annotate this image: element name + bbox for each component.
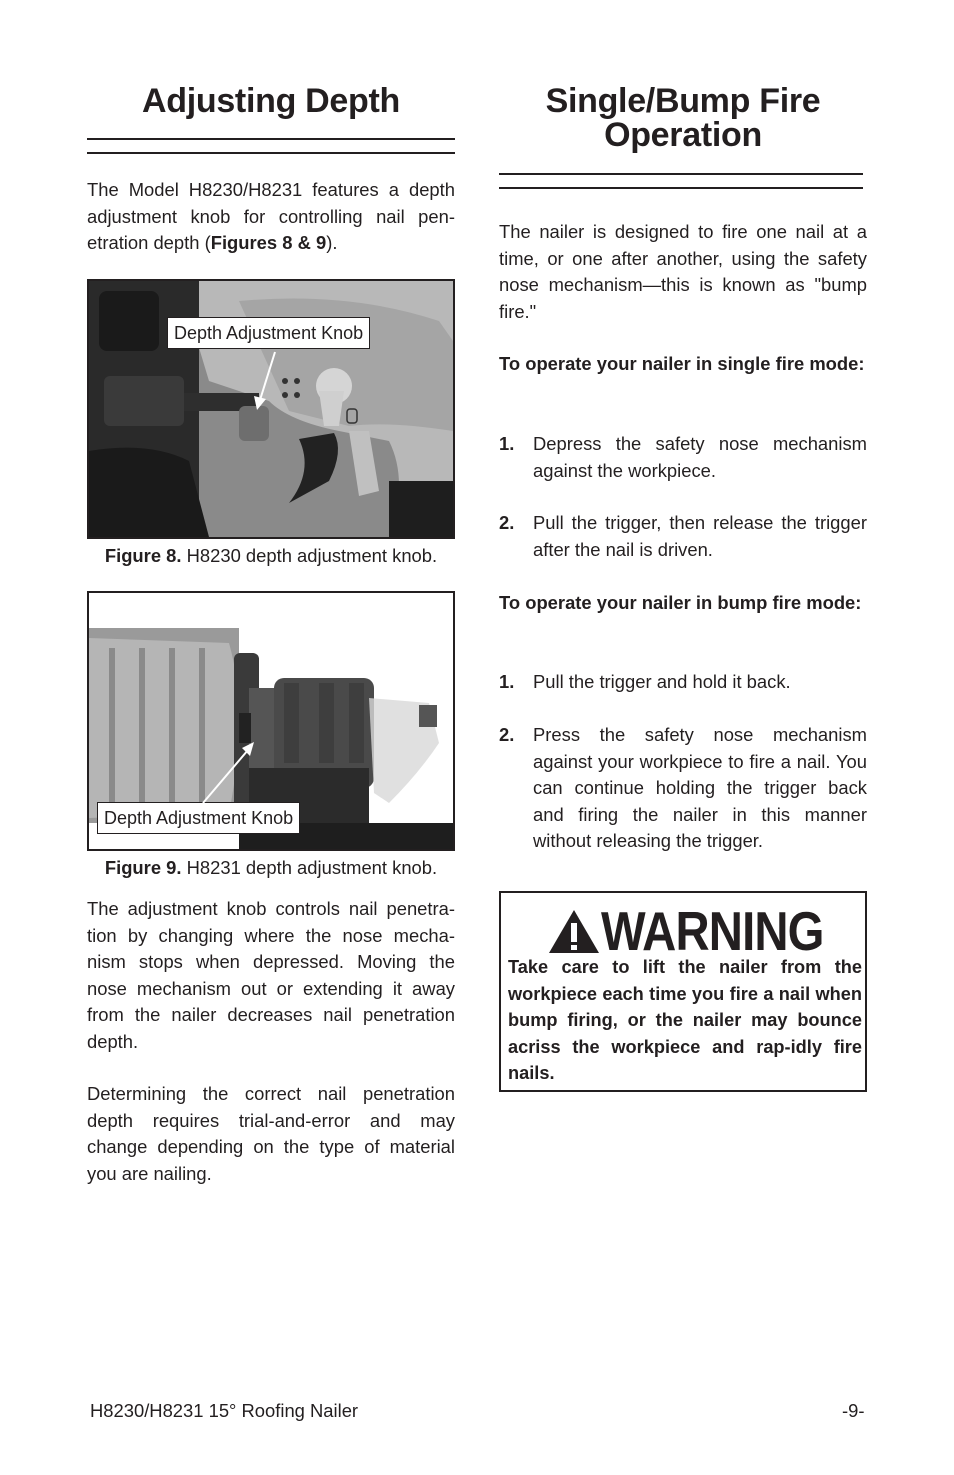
single-step-1: 1. Depress the safety nose mechanism against the workpiece. — [499, 433, 867, 481]
single-fire-heading: To operate your nailer in single fire mode: — [499, 353, 865, 374]
warning-title: WARNING — [601, 900, 824, 962]
footer-title: H8230/H8231 15° Roofing Nailer — [90, 1400, 359, 1421]
bump-fire-heading: Single/Bump Fire Operation — [545, 82, 821, 154]
figure-8-caption: Figure 8. H8230 depth adjustment knob. — [104, 545, 438, 566]
figure-9-callout: Depth Adjustment Knob — [97, 802, 300, 834]
bump-step-1: 1. Pull the trigger and hold it back. — [499, 671, 791, 692]
bump-fire-intro: The nailer is designed to fire one nail at a time, or one after another, using the safety nose mechanism—this is known as "bump fire." — [499, 221, 867, 322]
figure-8-callout: Depth Adjustment Knob — [167, 317, 370, 349]
single-step-2: 2. Pull the trigger, then release the trigger after the nail is driven. — [499, 512, 867, 560]
warning-text: Take care to lift the nailer from the workpiece each time you fire a nail when bump firing, or the nailer may bounce acriss the workpiece and rap-idly fire nails. — [508, 957, 862, 1083]
page-number: -9- — [842, 1400, 865, 1421]
bump-step-2: 2. Press the safety nose mechanism against your workpiece to fire a nail. You can continue holding the trigger back and firing the nailer in this manner without releasing the trigger. — [499, 724, 867, 851]
figures-reference: Figures 8 & 9 — [210, 232, 327, 253]
warning-title-row — [547, 901, 860, 961]
figure-9-caption: Figure 9. H8231 depth adjustment knob. — [104, 857, 438, 878]
adjusting-depth-heading: Adjusting Depth — [141, 82, 401, 120]
warning-triangle-icon — [547, 907, 601, 955]
warning-box — [499, 891, 867, 1092]
bump-fire-mode-heading: To operate your nailer in bump fire mode: — [499, 592, 862, 613]
penetration-depth-paragraph: Determining the correct nail penetration depth requires trial-and-error and may change depending on the type of material you are nailing. — [87, 1083, 455, 1184]
adjustment-knob-paragraph: The adjustment knob controls nail penetra-tion by changing where the nose mecha-nism stops when depressed. Moving the nose mechanism out or extending it away from the nailer decreases nail penetration depth. — [87, 898, 455, 1052]
depth-intro-paragraph: The Model H8230/H8231 features a depth adjustment knob for controlling nail pen-etration depth (Figures 8 & 9). — [87, 179, 455, 253]
heading-rule — [499, 173, 863, 189]
